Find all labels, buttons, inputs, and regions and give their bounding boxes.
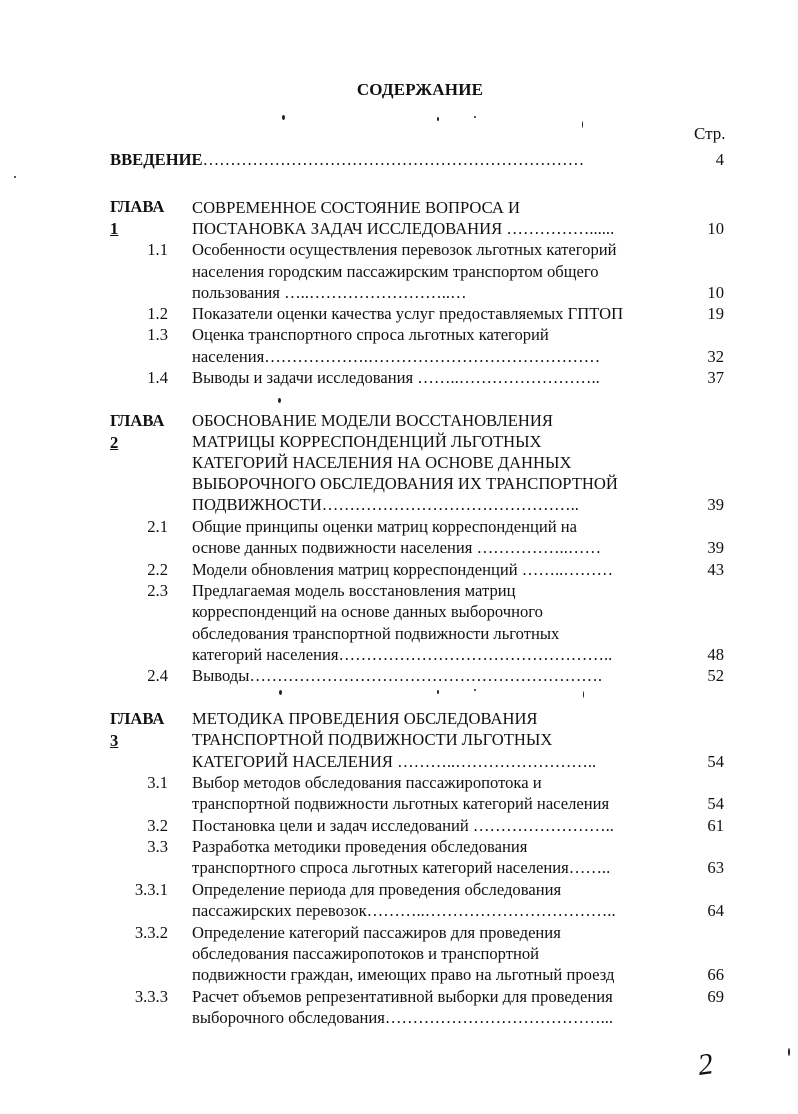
section-3-1-line-1: Выбор методов обследования пассажиропотока и	[192, 773, 542, 792]
section-3-3-2-page: 66	[707, 965, 724, 984]
scan-speck	[788, 1048, 790, 1056]
section-1-4-page: 37	[707, 368, 724, 387]
chapter-3-title-line-1: МЕТОДИКА ПРОВЕДЕНИЯ ОБСЛЕДОВАНИЯ	[192, 709, 538, 728]
section-3-1-line-2: транспортной подвижности льготных категорий населения	[192, 794, 610, 813]
section-3-3-2-number: 3.3.2	[134, 923, 168, 942]
section-2-3-number: 2.3	[147, 581, 168, 600]
chapter-3-page: 54	[707, 752, 724, 771]
section-1-3-number: 1.3	[147, 325, 168, 344]
section-1-2-number: 1.2	[147, 304, 168, 323]
handwritten-page-mark: 2	[695, 1047, 716, 1082]
chapter-2-title-line-4: ВЫБОРОЧНОГО ОБСЛЕДОВАНИЯ ИХ ТРАНСПОРТНОЙ	[192, 474, 618, 493]
chapter-1-title-line-1: СОВРЕМЕННОЕ СОСТОЯНИЕ ВОПРОСА И	[192, 198, 520, 217]
chapter-1-number: 1	[110, 219, 119, 238]
chapter-3-word: ГЛАВА	[110, 709, 165, 728]
section-3-2-line-1: Постановка цели и задач исследований ……………………..	[192, 816, 614, 835]
section-1-2-page: 19	[707, 304, 724, 323]
scan-speck	[474, 689, 476, 691]
chapter-2-title-line-5: ПОДВИЖНОСТИ………………………………………..	[192, 495, 579, 514]
section-3-1-number: 3.1	[147, 773, 168, 792]
section-3-3-number: 3.3	[147, 837, 168, 856]
chapter-3-number: 3	[110, 731, 119, 750]
section-2-3-line-3: обследования транспортной подвижности льготных	[192, 624, 560, 643]
section-3-3-2-line-2: обследования пассажиропотоков и транспортной	[192, 944, 540, 963]
scan-speck	[437, 690, 439, 694]
scan-speck	[437, 117, 439, 121]
scan-speck	[14, 176, 16, 178]
chapter-2-number: 2	[110, 433, 119, 452]
chapter-2-word: ГЛАВА	[110, 411, 165, 430]
section-2-3-line-2: корреспонденций на основе данных выборочного	[192, 602, 543, 621]
section-3-3-3-line-2: выборочного обследования…………………………………...	[192, 1008, 614, 1027]
section-1-1-page: 10	[707, 283, 724, 302]
section-1-2-line-1: Показатели оценки качества услуг предоставляемых ГПТОП	[192, 304, 624, 323]
intro-entry	[110, 150, 584, 170]
section-3-2-number: 3.2	[147, 816, 168, 835]
section-1-3-page: 32	[707, 347, 724, 366]
section-3-3-1-number: 3.3.1	[134, 880, 168, 899]
section-1-3-line-2: населения……………….……………………………………	[192, 347, 601, 366]
section-3-3-2-line-3: подвижности граждан, имеющих право на льготный проезд	[192, 965, 615, 984]
section-2-4-number: 2.4	[147, 666, 168, 685]
section-3-3-1-page: 64	[707, 901, 724, 920]
section-3-3-line-2: транспортного спроса льготных категорий населения……..	[192, 858, 611, 877]
page-column-label: Стр.	[694, 124, 726, 143]
chapter-2-title-line-2: МАТРИЦЫ КОРРЕСПОНДЕНЦИЙ ЛЬГОТНЫХ	[192, 432, 542, 451]
chapter-2-title-line-3: КАТЕГОРИЙ НАСЕЛЕНИЯ НА ОСНОВЕ ДАННЫХ	[192, 453, 572, 472]
scan-speck	[282, 115, 285, 120]
section-2-4-page: 52	[707, 666, 724, 685]
section-3-3-3-page: 69	[707, 987, 724, 1006]
section-2-2-page: 43	[707, 560, 724, 579]
section-3-3-line-1: Разработка методики проведения обследования	[192, 837, 528, 856]
chapter-1-word: ГЛАВА	[110, 197, 165, 216]
section-1-1-line-1: Особенности осуществления перевозок льготных категорий	[192, 240, 617, 259]
intro-label: ВВЕДЕНИЕ	[110, 150, 203, 169]
scan-speck	[279, 690, 282, 695]
section-2-3-line-1: Предлагаемая модель восстановления матриц	[192, 581, 516, 600]
section-1-4-number: 1.4	[147, 368, 168, 387]
section-3-3-page: 63	[707, 858, 724, 877]
chapter-1-page: 10	[707, 219, 724, 238]
section-3-3-3-number: 3.3.3	[134, 987, 168, 1006]
section-3-2-page: 61	[707, 816, 724, 835]
chapter-2-page: 39	[707, 495, 724, 514]
intro-page: 4	[715, 150, 724, 169]
section-2-1-line-2: основе данных подвижности населения ……………..……	[192, 538, 602, 557]
section-1-1-line-3: пользования …..……………………..…	[192, 283, 467, 302]
section-2-1-line-1: Общие принципы оценки матриц корреспонденций на	[192, 517, 578, 536]
section-1-3-line-1: Оценка транспортного спроса льготных категорий	[192, 325, 549, 344]
scan-speck	[583, 691, 584, 698]
section-3-3-1-line-2: пассажирских перевозок………..……………………………..	[192, 901, 616, 920]
chapter-2-title-line-1: ОБОСНОВАНИЕ МОДЕЛИ ВОССТАНОВЛЕНИЯ	[192, 411, 553, 430]
section-2-2-number: 2.2	[147, 560, 168, 579]
intro-leader: ……………………………………………………………	[202, 150, 585, 169]
section-2-2-line-1: Модели обновления матриц корреспонденций ……..………	[192, 560, 614, 579]
section-3-3-3-line-1: Расчет объемов репрезентативной выборки для проведения	[192, 987, 613, 1006]
section-2-3-page: 48	[707, 645, 724, 664]
section-3-1-page: 54	[707, 794, 724, 813]
chapter-1-title-line-2: ПОСТАНОВКА ЗАДАЧ ИССЛЕДОВАНИЯ ……………......	[192, 219, 615, 238]
chapter-3-title-line-2: ТРАНСПОРТНОЙ ПОДВИЖНОСТИ ЛЬГОТНЫХ	[192, 730, 553, 749]
page-title: СОДЕРЖАНИЕ	[356, 80, 484, 99]
section-3-3-1-line-1: Определение периода для проведения обследования	[192, 880, 562, 899]
scan-speck	[582, 121, 583, 128]
chapter-3-title-line-3: КАТЕГОРИЙ НАСЕЛЕНИЯ ………..……………………..	[192, 752, 597, 771]
scan-speck	[474, 116, 476, 118]
section-1-1-line-2: населения городским пассажирским транспортом общего	[192, 262, 599, 281]
section-1-4-line-1: Выводы и задачи исследования ……..……………………..	[192, 368, 600, 387]
section-2-3-line-4: категорий населения…………………………………………..	[192, 645, 613, 664]
section-2-1-number: 2.1	[147, 517, 168, 536]
section-3-3-2-line-1: Определение категорий пассажиров для проведения	[192, 923, 561, 942]
scan-speck	[278, 398, 281, 403]
section-1-1-number: 1.1	[147, 240, 168, 259]
section-2-4-line-1: Выводы……………………………………………………….	[192, 666, 602, 685]
section-2-1-page: 39	[707, 538, 724, 557]
